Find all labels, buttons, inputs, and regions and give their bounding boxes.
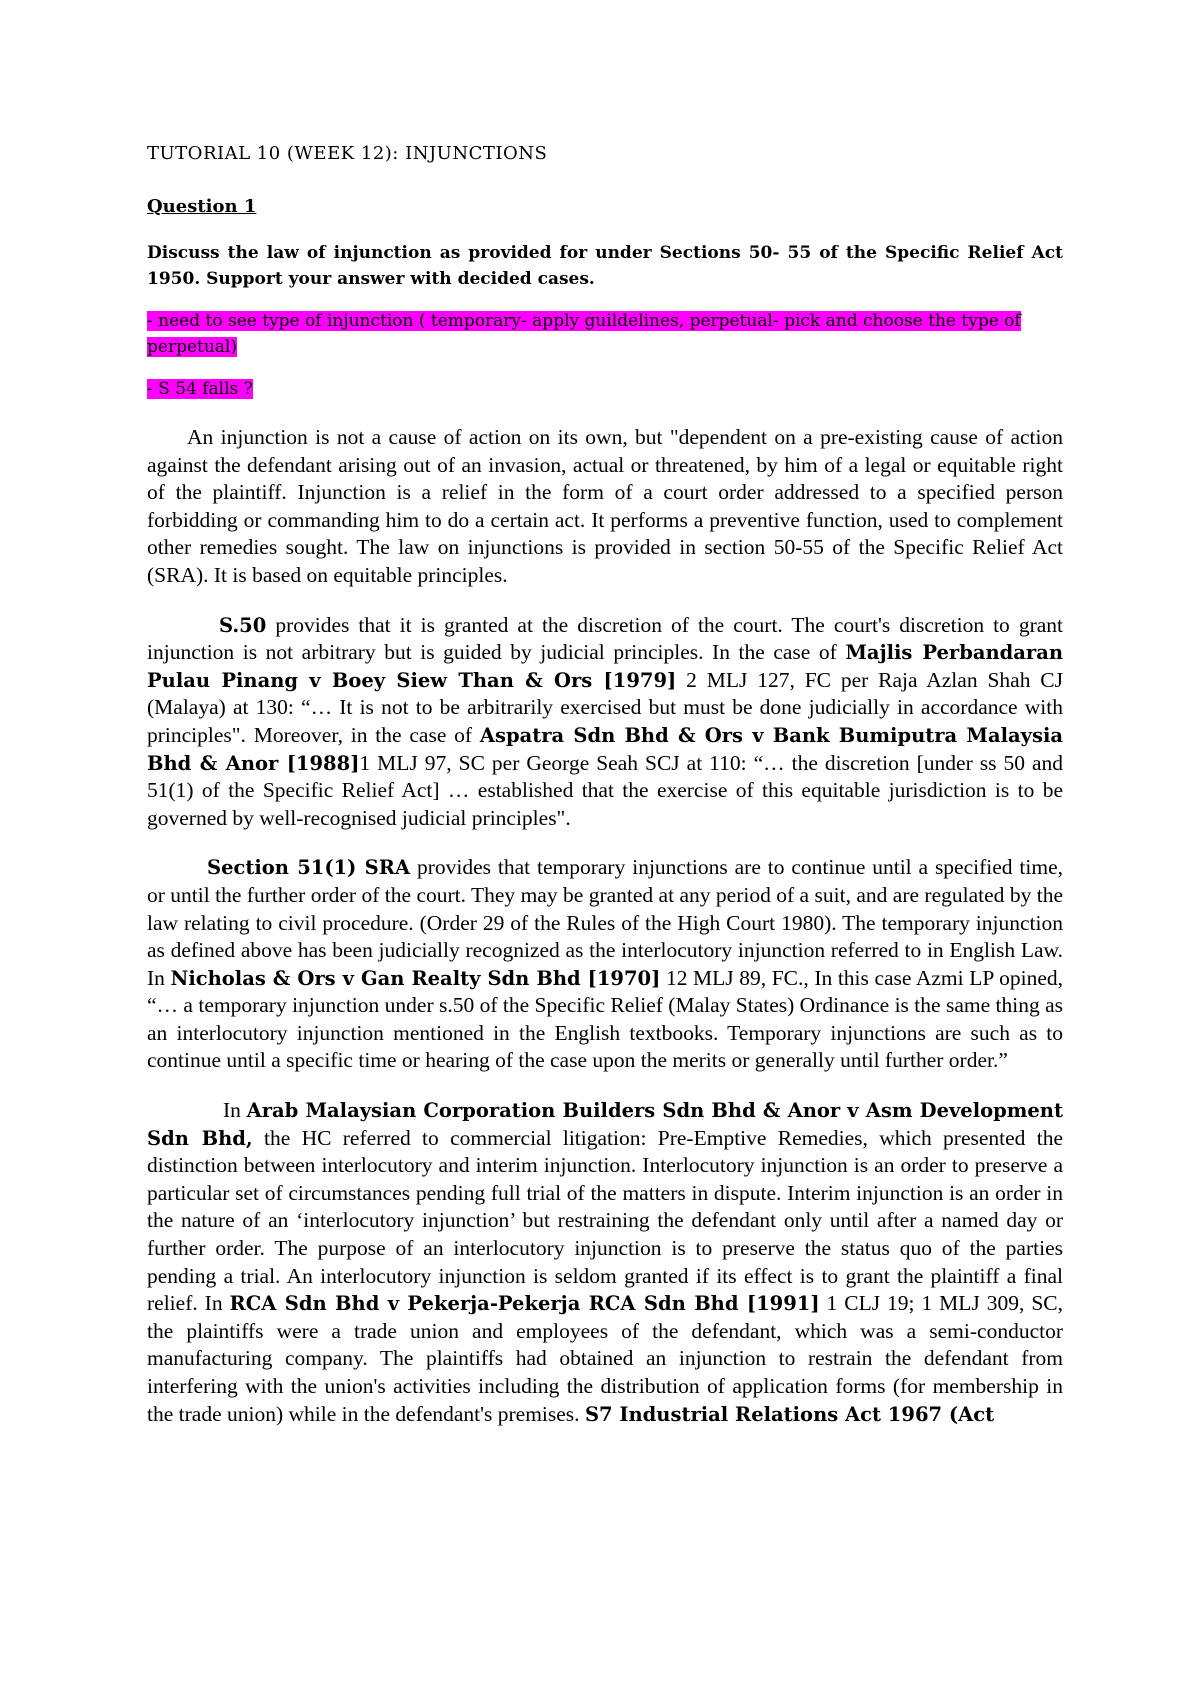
paragraph-2	[147, 612, 1063, 833]
case-arab-malaysian: Arab Malaysian Corporation Builders Sdn Bhd & Anor v Asm Development Sdn Bhd,	[147, 1099, 1063, 1150]
paragraph-3-text-1: provides that temporary injunctions are to continue until a specified time, or until the further order of the court. They may be granted at any period of a suit, and are regulated by the law relating to civil procedure. (Order 29 of the Rules of the High Court 1980). The temporary injunction as defined above has been judicially recognized as the interlocutory injunction referred to in English Law. In	[147, 855, 1063, 990]
case-rca: RCA Sdn Bhd v Pekerja-Pekerja RCA Sdn Bhd [1991]	[229, 1292, 820, 1316]
note-2-text: - S 54 falls ?	[147, 379, 253, 399]
section-51-ref: Section 51(1) SRA	[207, 856, 411, 880]
paragraph-2-text-3: 1 MLJ 97, SC per George Seah SCJ at 110: “… the discretion [under ss 50 and 51(1) of the Specific Relief Act] … established that the exercise of this equitable jurisdiction is to be governed by well-recognised judicial principles".	[147, 750, 1063, 830]
paragraph-4-text-1: the HC referred to commercial litigation: Pre-Emptive Remedies, which presented the distinction between interlocutory and interim injunction. Interlocutory injunction is an order to preserve a particular set of circumstances pending full trial of the matters in dispute. Interim injunction is an order in the nature of an ‘interlocutory injunction’ but restraining the defendant only until after a named day or further order. The purpose of an interlocutory injunction is to preserve the status quo of the parties pending a trial. An interlocutory injunction is seldom granted if its effect is to grant the plaintiff a final relief. In	[147, 1125, 1063, 1316]
document-title: TUTORIAL 10 (WEEK 12): INJUNCTIONS	[147, 143, 548, 164]
case-majlis-perbandaran: Majlis Perbandaran Pulau Pinang v Boey Siew Than & Ors [1979]	[147, 641, 1064, 692]
case-aspatra: Aspatra Sdn Bhd & Ors v Bank Bumiputra Malaysia Bhd & Anor [1988]	[147, 723, 1063, 775]
industrial-relations-act-ref: S7 Industrial Relations Act 1967 (Act	[584, 1402, 995, 1426]
paragraph-4	[147, 1097, 1063, 1428]
paragraph-4-text-2: 1 CLJ 19; 1 MLJ 309, SC, the plaintiffs were a trade union and employees of the defendant, which was a semi-conductor manufacturing company. The plaintiffs had obtained an injunction to restrain the defendant from interfering with the union's activities including the distribution of application forms (for membership in the trade union) while in the defendant's premises.	[147, 1291, 1064, 1426]
paragraph-1	[147, 424, 1063, 590]
highlighted-note-2	[147, 376, 1063, 402]
paragraph-3-text-2: 12 MLJ 89, FC., In this case Azmi LP opined, “… a temporary injunction under s.50 of the Specific Relief (Malay States) Ordinance is the same thing as an interlocutory injunction mentioned in the English textbooks. Temporary injunctions are such as to continue until a specific time or hearing of the case upon the merits or generally until further order.”	[147, 965, 1063, 1073]
section-50-ref: S.50	[219, 613, 267, 637]
question-label: Question 1	[147, 196, 257, 217]
case-nicholas: Nicholas & Ors v Gan Realty Sdn Bhd [1970]	[170, 966, 661, 990]
paragraph-3	[147, 854, 1063, 1075]
note-1-text: - need to see type of injunction ( temporary- apply guildelines, perpetual- pick and choose the type of perpetual)	[147, 311, 1021, 357]
paragraph-1-text: An injunction is not a cause of action on its own, but "dependent on a pre-existing cause of action against the defendant arising out of an invasion, actual or threatened, by him of a legal or equitable right of the plaintiff. Injunction is a relief in the form of a court order addressed to a specified person forbidding or commanding him to do a certain act. It performs a preventive function, used to complement other remedies sought. The law on injunctions is provided in section 50-55 of the Specific Relief Act (SRA). It is based on equitable principles.	[147, 425, 1063, 587]
paragraph-4-text-0: In	[223, 1098, 247, 1123]
question-text: Discuss the law of injunction as provided for under Sections 50- 55 of the Specific Relief Act 1950. Support your answer with decided cases.	[147, 243, 1063, 289]
document-page	[147, 140, 1063, 1450]
highlighted-note-1	[147, 308, 1063, 360]
paragraph-2-text-2: 2 MLJ 127, FC per Raja Azlan Shah CJ (Malaya) at 130: “… It is not to be arbitrarily exercised but must be done judicially in accordance with principles". Moreover, in the case of	[147, 667, 1064, 747]
paragraph-2-text-1: provides that it is granted at the discretion of the court. The court's discretion to grant injunction is not arbitrary but is guided by judicial principles. In the case of	[147, 612, 1063, 665]
